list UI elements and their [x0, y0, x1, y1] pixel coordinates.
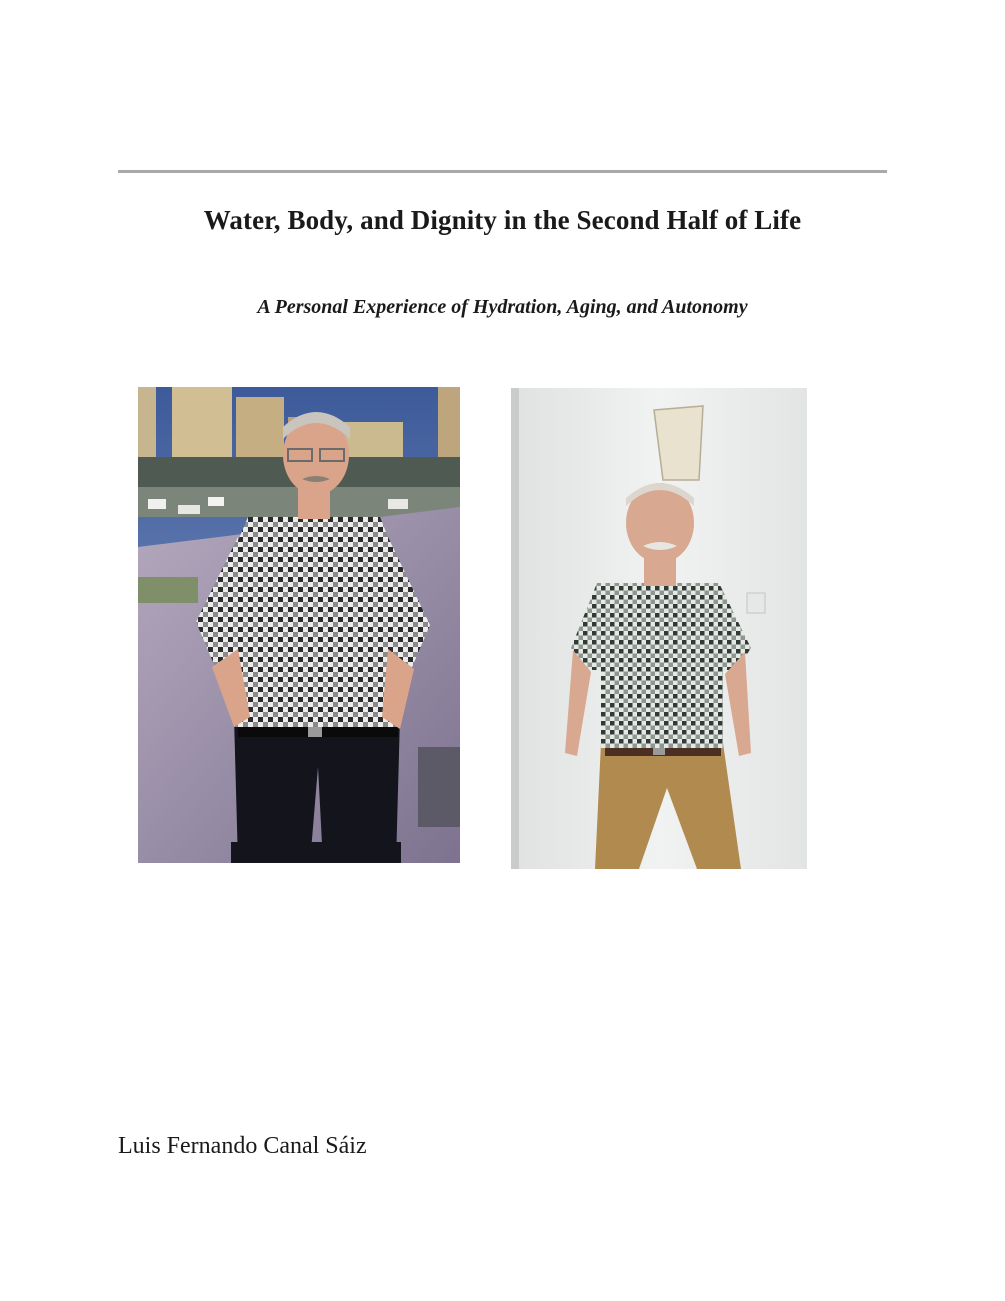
- title-divider: [118, 170, 887, 173]
- document-title: Water, Body, and Dignity in the Second Half of Life: [203, 205, 802, 235]
- photo-left-illustration: [138, 387, 460, 863]
- photo-right-illustration: [511, 388, 807, 869]
- document-subtitle: A Personal Experience of Hydration, Aging, and Autonomy: [257, 296, 748, 318]
- author-name: Luis Fernando Canal Sáiz: [118, 1133, 367, 1159]
- author-photo-white-wall: [511, 388, 807, 869]
- author-photo-city-dusk: [138, 387, 460, 863]
